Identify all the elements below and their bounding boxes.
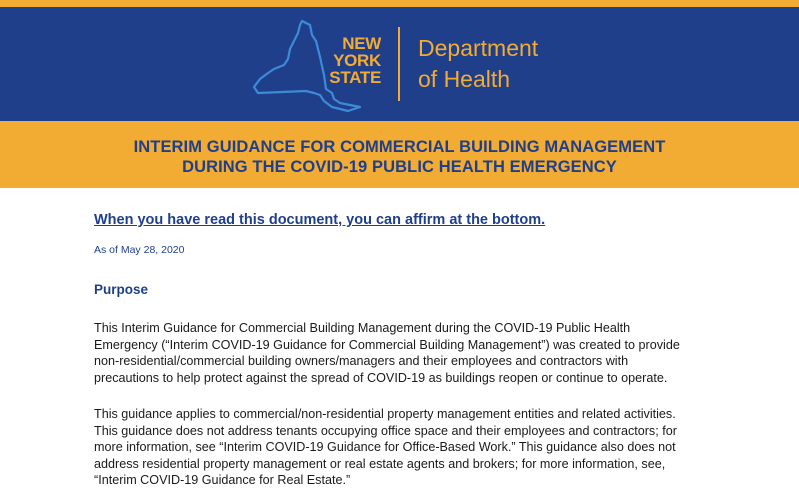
purpose-paragraph-2: This guidance applies to commercial/non-residential property management entities and related activities. This guidance does not address tenants occupying office space and their employees and contractors; for more information, see “Interim COVID-19 Guidance for Office-Based Work.” This guidance also does not address residential property management or real estate agents and brokers; for more information, see, “Interim COVID-19 Guidance for Real Estate.” xyxy=(94,407,677,488)
logo-line-new: NEW xyxy=(342,34,381,53)
logo-line-york: YORK xyxy=(333,51,381,70)
logo-line-state: STATE xyxy=(329,68,381,87)
purpose-heading: Purpose xyxy=(94,282,149,297)
title-line-1: INTERIM GUIDANCE FOR COMMERCIAL BUILDING MANAGEMENT xyxy=(133,138,666,156)
title-line-2: DURING THE COVID-19 PUBLIC HEALTH EMERGENCY xyxy=(182,158,617,176)
affirm-link[interactable]: When you have read this document, you can affirm at the bottom. xyxy=(94,212,546,228)
purpose-paragraph-1: This Interim Guidance for Commercial Building Management during the COVID-19 Public Health Emergency (“Interim COVID-19 Guidance for Commercial Building Management”) was created to provide non-residential/commercial building owners/managers and their employees and contractors with precautions to help protect against the spread of COVID-19 as buildings reopen or continue to operate. xyxy=(94,321,680,385)
logo-divider xyxy=(398,27,400,101)
document-title xyxy=(0,137,799,177)
department-line-2: of Health xyxy=(418,66,511,92)
nys-logo-text xyxy=(319,35,381,86)
department-name xyxy=(418,33,538,95)
department-line-1: Department xyxy=(418,35,539,61)
as-of-date: As of May 28, 2020 xyxy=(94,244,185,256)
top-accent-strip xyxy=(0,0,799,7)
header-banner xyxy=(0,7,799,121)
